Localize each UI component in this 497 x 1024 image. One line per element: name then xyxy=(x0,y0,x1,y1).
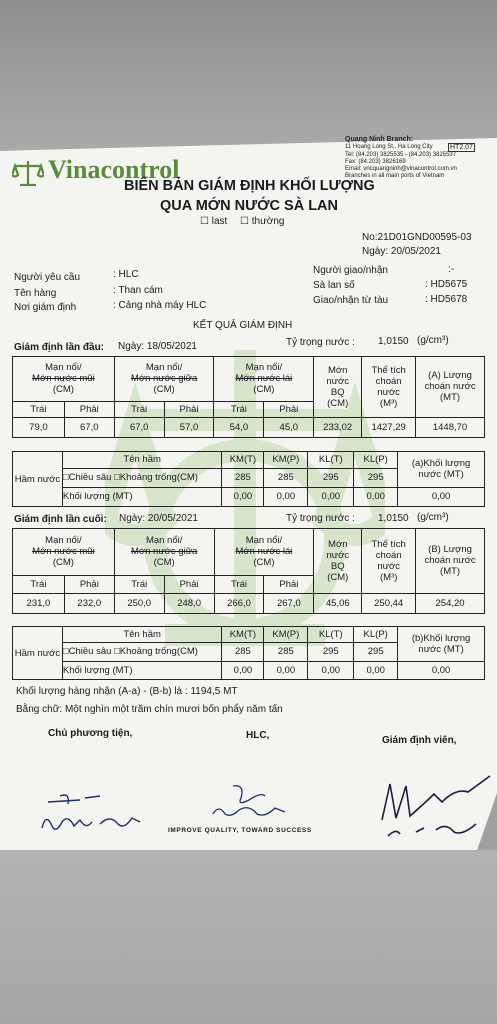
form-code: HT2.07 xyxy=(450,144,473,151)
branch-name: Quang Ninh Branch: xyxy=(345,136,414,143)
last-bow-draft-header: Mạn nổi/ Mớn nước mũi (CM) xyxy=(13,529,115,576)
volume-header: Thể tích choán nước (M³) xyxy=(362,357,416,418)
branch-email: Email: vncquangninh@vinacontrol.com.vn xyxy=(345,166,457,173)
document-date: Ngày: 20/05/2021 xyxy=(362,246,441,257)
last-depth-row-label: □Chiều sâu □Khoảng trống(CM) xyxy=(62,643,222,661)
owner-signature xyxy=(40,790,150,840)
last-km-t-header: KM(T) xyxy=(222,627,264,643)
first-tank-table xyxy=(12,451,485,507)
last-stern-port-header: Trái xyxy=(214,575,264,593)
deliverer-label: Người giao/nhận xyxy=(313,265,388,276)
last-mean-draft: 45,06 xyxy=(314,593,362,613)
last-mid-starboard-header: Phải xyxy=(164,575,214,593)
inspector-sign-label: Giám định viên, xyxy=(382,735,457,746)
last-stern-port: 266,0 xyxy=(214,593,264,613)
last-kl-t-header: KL(T) xyxy=(308,627,354,643)
title-line-1: BIÊN BẢN GIÁM ĐỊNH KHỐI LƯỢNG xyxy=(124,178,375,194)
stern-port-header: Trái xyxy=(214,401,264,417)
last-tank-total: 0,00 xyxy=(398,661,485,679)
option-thuong: ☐ thường xyxy=(240,216,285,227)
hlc-signature xyxy=(205,782,300,822)
scales-icon xyxy=(12,158,44,188)
requester-label: Người yêu cầu xyxy=(14,272,81,283)
first-tank-total: 0,00 xyxy=(398,487,485,506)
first-stern-starboard: 45,0 xyxy=(264,417,314,437)
result-heading: KẾT QUẢ GIÁM ĐỊNH xyxy=(193,320,293,331)
last-km-p-header: KM(P) xyxy=(264,627,308,643)
deliverer-value: :- xyxy=(448,264,455,275)
branch-address: 11 Hoang Long St., Ha Long City xyxy=(345,144,433,151)
first-density-value: 1,0150 xyxy=(378,336,409,347)
background-top xyxy=(0,0,497,150)
last-survey-label: Giám định lần cuối: xyxy=(14,514,107,525)
last-density-value: 1,0150 xyxy=(378,513,409,524)
branch-branches: Branches in all main ports of Vietnam xyxy=(345,173,445,180)
last-stern-starboard-header: Phải xyxy=(264,575,314,593)
bow-draft-header: Mạn nổi/ Mớn nước mũi (CM) xyxy=(13,357,115,402)
stern-starboard-header: Phải xyxy=(264,401,314,417)
logo-text: Vinacontrol xyxy=(48,155,180,184)
kl-p-header: KL(P) xyxy=(354,452,398,469)
last-mid-port: 250,0 xyxy=(114,593,164,613)
vessel-value: : HD5678 xyxy=(425,294,468,305)
weight-row-label: Khối lượng (MT) xyxy=(62,487,222,506)
last-tank-label: Hầm nước xyxy=(13,627,63,680)
last-tank-table xyxy=(12,626,485,680)
first-row2-km-p: 0,00 xyxy=(264,487,308,506)
barge-value: : HD5675 xyxy=(425,279,468,290)
last-row2-kl-p: 0,00 xyxy=(354,661,398,679)
first-mid-port: 67,0 xyxy=(114,417,164,437)
mean-draft-header: Mớn nước BQ (CM) xyxy=(314,357,362,418)
last-kl-p-header: KL(P) xyxy=(354,627,398,643)
stern-draft-header: Mạn nổi/ Mớn nước lái (CM) xyxy=(214,357,314,402)
last-mid-port-header: Trái xyxy=(114,575,164,593)
vessel-label: Giao/nhận từ tàu xyxy=(313,295,389,306)
first-row2-kl-t: 0,00 xyxy=(308,487,354,506)
last-mid-starboard: 248,0 xyxy=(164,593,214,613)
document-number: No:21D01GND00595-03 xyxy=(362,232,472,243)
depth-row-label: □Chiều sâu □Khoảng trống(CM) xyxy=(62,468,222,487)
mid-starboard-header: Phải xyxy=(164,401,214,417)
last-displacement: 254,20 xyxy=(416,593,485,613)
last-draft-table xyxy=(12,528,485,614)
last-row1-km-t: 285 xyxy=(222,643,264,661)
last-stern-draft-header: Mạn nổi/ Mớn nước lái (CM) xyxy=(214,529,314,576)
first-survey-date: Ngày: 18/05/2021 xyxy=(118,341,197,352)
first-bow-starboard: 67,0 xyxy=(64,417,114,437)
place-label: Nơi giám định xyxy=(14,302,77,313)
goods-value: : Than cám xyxy=(113,285,163,296)
first-survey-label: Giám định lần đầu: xyxy=(14,342,105,353)
hlc-sign-label: HLC, xyxy=(246,730,270,741)
first-tank-result-header: (a)Khối lượng nước (MT) xyxy=(398,452,485,488)
bow-starboard-header: Phải xyxy=(64,401,114,417)
branch-tel: Tel: (84.203) 3825535 - (84.203) 3825537 xyxy=(345,151,457,158)
mid-draft-header: Mạn nổi/ Mớn nước giữa (CM) xyxy=(114,357,214,402)
first-displacement: 1448,70 xyxy=(416,417,485,437)
first-draft-table xyxy=(12,356,485,438)
barge-label: Sà lan số xyxy=(313,280,355,291)
last-row1-kl-t: 295 xyxy=(308,643,354,661)
first-row1-kl-t: 295 xyxy=(308,468,354,487)
first-row2-kl-p: 0,00 xyxy=(354,487,398,506)
first-density-label: Tỷ trọng nước : xyxy=(286,337,355,348)
first-bow-port: 79,0 xyxy=(13,417,65,437)
last-mean-draft-header: Mớn nước BQ (CM) xyxy=(314,529,362,594)
last-mid-draft-header: Mạn nổi/ Mớn nước giữa (CM) xyxy=(114,529,214,576)
option-last: ☐ last xyxy=(200,216,228,227)
goods-label: Tên hàng xyxy=(14,288,57,299)
last-volume-header: Thể tích choán nước (M³) xyxy=(362,529,416,594)
km-p-header: KM(P) xyxy=(264,452,308,469)
place-value: : Cảng nhà máy HLC xyxy=(113,300,207,311)
slogan: IMPROVE QUALITY, TOWARD SUCCESS xyxy=(168,827,312,834)
last-bow-port-header: Trái xyxy=(13,575,65,593)
branch-info xyxy=(345,136,457,181)
last-tank-name-header: Tên hầm xyxy=(62,627,222,643)
last-bow-port: 231,0 xyxy=(13,593,65,613)
cargo-total: Khối lượng hàng nhận (A-a) - (B-b) là : 1194,5 MT xyxy=(16,686,238,697)
first-mean-draft: 233,02 xyxy=(314,417,362,437)
first-row1-kl-p: 295 xyxy=(354,468,398,487)
background-bottom xyxy=(0,850,497,1024)
displacement-b-header: (B) Lượng choán nước (MT) xyxy=(416,529,485,594)
requester-value: : HLC xyxy=(113,269,139,280)
first-row2-km-t: 0,00 xyxy=(222,487,264,506)
last-weight-row-label: Khối lượng (MT) xyxy=(62,661,222,679)
last-row2-kl-t: 0,00 xyxy=(308,661,354,679)
last-bow-starboard-header: Phải xyxy=(64,575,114,593)
branch-fax: Fax: (84.203) 3826169 xyxy=(345,158,406,165)
km-t-header: KM(T) xyxy=(222,452,264,469)
mid-port-header: Trái xyxy=(114,401,164,417)
owner-sign-label: Chủ phương tiện, xyxy=(48,728,133,739)
last-volume: 250,44 xyxy=(362,593,416,613)
inspector-signature xyxy=(376,772,494,842)
kl-t-header: KL(T) xyxy=(308,452,354,469)
first-volume: 1427,29 xyxy=(362,417,416,437)
displacement-a-header: (A) Lượng choán nước (MT) xyxy=(416,357,485,418)
last-tank-result-header: (b)Khối lượng nước (MT) xyxy=(398,627,485,662)
cargo-total-words: Bằng chữ: Một nghìn một trăm chín mươi bốn phẩy năm tấn xyxy=(16,704,283,715)
first-stern-port: 54,0 xyxy=(214,417,264,437)
last-row1-kl-p: 295 xyxy=(354,643,398,661)
title-line-2: QUA MỚN NƯỚC SÀ LAN xyxy=(160,198,339,214)
last-survey-date: Ngày: 20/05/2021 xyxy=(119,513,198,524)
first-mid-starboard: 57,0 xyxy=(164,417,214,437)
first-row1-km-t: 285 xyxy=(222,468,264,487)
last-row2-km-p: 0,00 xyxy=(264,661,308,679)
last-stern-starboard: 267,0 xyxy=(264,593,314,613)
first-tank-label: Hầm nước xyxy=(13,452,63,507)
last-row1-km-p: 285 xyxy=(264,643,308,661)
bow-port-header: Trái xyxy=(13,401,65,417)
last-row2-km-t: 0,00 xyxy=(222,661,264,679)
last-density-unit: (g/cm³) xyxy=(417,512,449,523)
last-density-label: Tỷ trọng nước : xyxy=(286,513,355,524)
first-row1-km-p: 285 xyxy=(264,468,308,487)
last-bow-starboard: 232,0 xyxy=(64,593,114,613)
tank-name-header: Tên hầm xyxy=(62,452,222,469)
first-density-unit: (g/cm³) xyxy=(417,335,449,346)
